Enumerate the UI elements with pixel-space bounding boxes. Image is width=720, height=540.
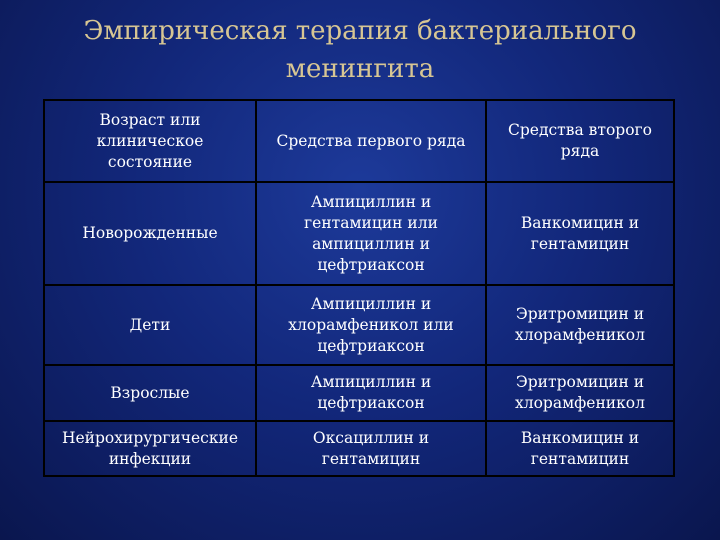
- cell-text: Взрослые: [110, 383, 190, 402]
- cell-text: Эритромицин и: [515, 373, 645, 391]
- row-second-line-cell: [486, 285, 674, 365]
- cell-text: Новорожденные: [82, 224, 218, 242]
- row-first-line-cell: [256, 182, 486, 285]
- cell-text: цефтриаксон: [317, 394, 425, 412]
- row-condition-cell: [44, 421, 256, 476]
- cell-text: гентамицин: [321, 449, 421, 468]
- slide-title: [40, 12, 680, 88]
- cell-text: Ампициллин и: [310, 373, 432, 391]
- cell-text: цефтриаксон: [317, 255, 425, 274]
- cell-text: Ванкомицин и: [520, 213, 640, 232]
- cell-text: Оксациллин и: [312, 428, 430, 447]
- cell-text: инфекции: [108, 449, 192, 468]
- row-condition-cell: [44, 182, 256, 285]
- header-text: клиническое: [96, 131, 204, 150]
- table-row: [44, 421, 674, 476]
- cell-text: гентамицин: [530, 234, 630, 253]
- cell-text: Ампициллин и: [310, 294, 432, 313]
- cell-text: Дети: [129, 315, 171, 334]
- cell-text: гентамицин или: [304, 213, 438, 232]
- header-text: состояние: [107, 152, 193, 171]
- slide-title-line-1: Эмпирическая терапия бактериального: [83, 16, 637, 46]
- cell-text: хлорамфеникол: [515, 394, 645, 412]
- header-text: Средства второго: [508, 121, 652, 139]
- table-row: [44, 182, 674, 285]
- table-header-row: [44, 100, 674, 182]
- row-condition-cell: [44, 365, 256, 421]
- row-first-line-cell: [256, 285, 486, 365]
- row-second-line-cell: [486, 421, 674, 476]
- header-text: ряда: [560, 142, 600, 160]
- cell-text: Эритромицин и: [515, 305, 645, 323]
- header-cell-condition: [44, 100, 256, 182]
- table-row: [44, 285, 674, 365]
- cell-text: Ванкомицин и: [520, 428, 640, 447]
- row-condition-cell: [44, 285, 256, 365]
- cell-text: хлорамфеникол: [515, 326, 645, 344]
- cell-text: ампициллин и: [312, 234, 430, 253]
- row-first-line-cell: [256, 365, 486, 421]
- slide-title-line-2: менингита: [285, 54, 435, 84]
- header-text: Возраст или: [99, 110, 201, 129]
- cell-text: цефтриаксон: [317, 336, 425, 355]
- header-text: Средства первого ряда: [276, 131, 466, 150]
- cell-text: гентамицин: [530, 449, 630, 468]
- header-cell-first-line: [256, 100, 486, 182]
- cell-text: Ампициллин и: [310, 192, 432, 211]
- table-row: [44, 365, 674, 421]
- row-second-line-cell: [486, 182, 674, 285]
- row-second-line-cell: [486, 365, 674, 421]
- row-first-line-cell: [256, 421, 486, 476]
- cell-text: хлорамфеникол или: [288, 315, 454, 334]
- header-cell-second-line: [486, 100, 674, 182]
- cell-text: Нейрохирургические: [61, 428, 239, 447]
- therapy-table: [43, 99, 675, 477]
